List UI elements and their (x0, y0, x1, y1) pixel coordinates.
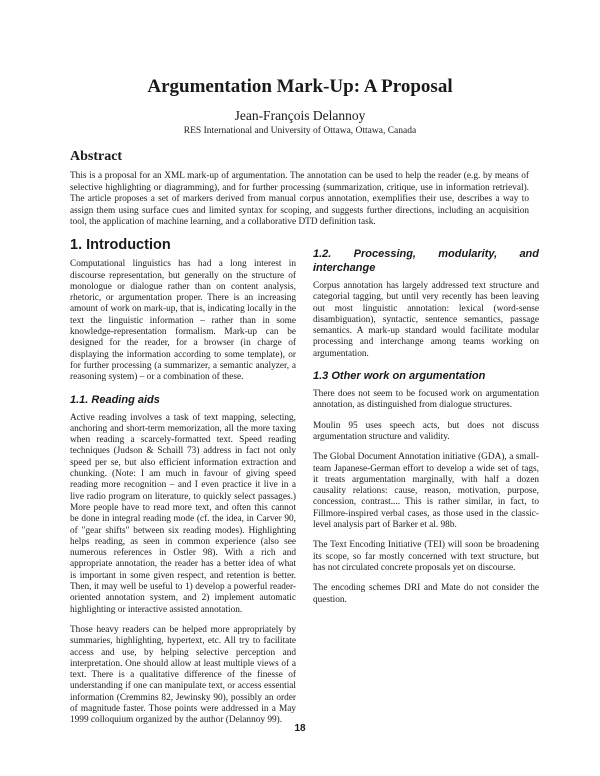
paragraph: Those heavy readers can be helped more appropriately by summaries, highlighting, hypertext, etc. All try to facilitate access and use, by helping selective perception and interpretation. One should allow at least multiple views of a text. There is a qualitative difference of the finesse of understanding if one can manipulate text, or access essential information (Cremmins 82, Jewinsky 90), possibly an order of magnitude faster. Those points were addressed in a May 1999 colloquium organized by the author (Delannoy 99). (70, 624, 296, 726)
page-number: 18 (294, 723, 306, 734)
paragraph: The Global Document Annotation initiative (GDA), a small-team Japanese-German effort to develop a wide set of tags, it treats argumentation marginally, with half a dozen causality relations: cause, reason, motivation, purpose, concession, contrast.... This is rather similar, in fact, to Fillmore-inspired verbal cases, as those used in the classic-level analysis part of Barker et al. 98b. (313, 452, 539, 531)
paragraph: Computational linguistics has had a long interest in discourse representation, but generally on the structure of monologue or dialogue rather than on content analysis, rhetoric, or argumentation proper. There is an increasing amount of work on mark-up, that is, indicating locally in the text the linguistic information – rather than in some knowledge-representation formalism. Mark-up can be designed for the reader, for a browser (in charge of displaying the information according to some template), or for further processing (a summarizer, a semantic analyzer, a reasoning system) – or a combination of these. (70, 259, 296, 383)
left-column (70, 238, 296, 736)
abstract-heading: Abstract (70, 149, 123, 164)
right-column (313, 242, 539, 615)
abstract-text: This is a proposal for an XML mark-up of argumentation. The annotation can be used to help the reader (e.g. by means of selective highlighting or diagramming), and for further processing (summarization, critique, use in information retrieval). The article proposes a set of markers derived from manual corpus annotation, exemplifies their use, describes a way to assign them using surface cues and limited syntax for scoping, and suggests further directions, including an acquisition tool, the application of machine learning, and a collaborative DTD definition task. (70, 171, 529, 228)
subsection-heading-other-work: 1.3 Other work on argumentation (313, 370, 486, 383)
section-heading-introduction: 1. Introduction (70, 237, 171, 253)
paragraph: The Text Encoding Initiative (TEI) will soon be broadening its scope, so far mostly concerned with text structure, but has not circulated concrete proposals yet on discourse. (313, 540, 539, 573)
paper-title: Argumentation Mark-Up: A Proposal (147, 76, 453, 97)
paragraph: There does not seem to be focused work on argumentation annotation, as distinguished from dialogue structures. (313, 389, 539, 411)
author-name: Jean-François Delannoy (234, 108, 366, 123)
subsection-heading-reading-aids: 1.1. Reading aids (70, 393, 160, 406)
paragraph: The encoding schemes DRI and Mate do not consider the question. (313, 583, 539, 605)
subsection-heading-processing: 1.2. Processing, modularity, and interchange (313, 248, 539, 274)
paragraph: Active reading involves a task of text mapping, selecting, anchoring and short-term memorization, all the more taxing when reading a scarcely-formatted text. Speed reading techniques (Judson & Schaill 73) address in fact not only speed per se, but also efficient information extraction and chunking. (Note: I am much in favour of giving speed reading more recognition – and I even practice it live in a live radio program on literature, to quickly select passages.) More people have to read more text, and often this cannot be done in integral reading mode (cf. the idea, in Carver 90, of "gear shifts" between six reading modes). Highlighting helps reading, as seen in common experience (also see numerous references in Ostler 98). With a rich and appropriate annotation, the reader has a better idea of what is important in some given respect, and retention is better. Then, it may well be useful to 1) develop a powerful reader-oriented annotation system, and 2) implement automatic highlighting or interactive assisted annotation. (70, 412, 296, 615)
paragraph: Corpus annotation has largely addressed text structure and categorial tagging, but until very recently has been leaving out most linguistic annotation: lexical (word-sense disambiguation), syntactic, sentence semantics, passage semantics. A mark-up standard would facilitate modular processing and interchange among teams working on argumentation. (313, 281, 539, 359)
author-affiliation: RES International and University of Ottawa, Ottawa, Canada (183, 126, 417, 136)
paragraph: Moulin 95 uses speech acts, but does not discuss argumentation structure and validity. (313, 420, 539, 442)
